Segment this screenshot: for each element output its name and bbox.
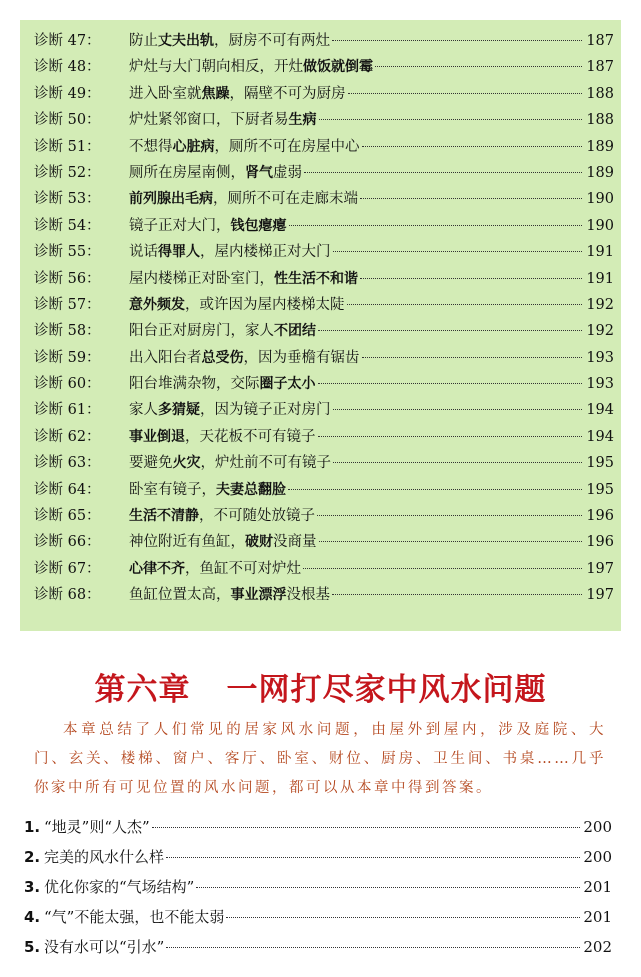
entry-label: 诊断 48： xyxy=(34,59,101,76)
entry-title xyxy=(129,186,358,212)
entry-title-emphasis: 前列腺出毛病 xyxy=(129,191,213,208)
entry-title-after: ，因为垂檐有锯齿 xyxy=(243,349,360,366)
toc-entry[interactable] xyxy=(34,239,614,265)
toc-entry[interactable] xyxy=(34,450,614,476)
entry-title-before: 厕所在房屋南侧， xyxy=(129,164,245,181)
entry-title xyxy=(129,54,373,80)
chapter-intro: 本章总结了人们常见的居家风水问题，由屋外到屋内，涉及庭院、大门、玄关、楼梯、窗户、客厅、卧室、财位、厨房、卫生间、书桌……几乎你家中所有可见位置的风水问题，都可以从本章中得到答案。 xyxy=(34,722,606,796)
section-page-number: 200 xyxy=(583,818,612,836)
section-title: “气”不能太强，也不能太弱 xyxy=(44,908,225,926)
dot-leader xyxy=(318,436,583,437)
toc-entry[interactable] xyxy=(34,266,614,292)
entry-title-emphasis: 不团结 xyxy=(274,323,316,340)
entry-title xyxy=(129,318,316,344)
entry-page-number: 194 xyxy=(586,428,614,445)
entry-title xyxy=(129,529,317,555)
dot-leader xyxy=(304,172,582,173)
dot-leader xyxy=(317,515,582,516)
entry-title-before: 要避免 xyxy=(129,455,173,472)
entry-title-emphasis: 事业漂浮 xyxy=(230,587,287,604)
entry-title xyxy=(129,160,302,186)
dot-leader xyxy=(360,198,582,199)
dot-leader xyxy=(348,93,583,94)
entry-title-after: ，不可随处放镜子 xyxy=(199,508,315,525)
entry-label: 诊断 55： xyxy=(34,244,101,261)
entry-title-before: 卧室有镜子， xyxy=(129,481,216,498)
toc-entry[interactable] xyxy=(34,134,614,160)
entry-page-number: 193 xyxy=(586,349,614,366)
entry-title xyxy=(129,239,331,265)
section-toc xyxy=(24,812,612,962)
entry-title xyxy=(129,477,286,503)
entry-title-emphasis: 得罪人 xyxy=(158,244,200,261)
entry-title-emphasis: 生病 xyxy=(288,112,317,129)
entry-title-before: 家人 xyxy=(129,402,158,419)
dot-leader xyxy=(332,40,582,41)
entry-title-after: ，屋内楼梯正对大门 xyxy=(200,244,331,261)
entry-title-emphasis: 钱包瘪瘪 xyxy=(230,217,287,234)
entry-title-after: 没根基 xyxy=(286,587,330,604)
toc-entry[interactable] xyxy=(34,28,614,54)
entry-label: 诊断 64： xyxy=(34,481,101,498)
entry-title xyxy=(129,424,316,450)
section-title: 没有水可以“引水” xyxy=(44,938,165,956)
entry-title-before: 阳台堆满杂物，交际 xyxy=(129,376,260,393)
entry-page-number: 190 xyxy=(586,191,614,208)
entry-page-number: 188 xyxy=(586,85,614,102)
entry-label: 诊断 57： xyxy=(34,296,101,313)
section-number: 4. xyxy=(24,908,41,926)
toc-entry[interactable] xyxy=(34,397,614,423)
entry-title xyxy=(129,450,331,476)
entry-title-emphasis: 生活不清静 xyxy=(129,508,199,525)
chapter-number: 第六章 xyxy=(94,672,191,708)
dot-leader xyxy=(319,119,583,120)
entry-label: 诊断 68： xyxy=(34,587,101,604)
entry-page-number: 191 xyxy=(586,244,614,261)
dot-leader xyxy=(332,594,582,595)
entry-title-before: 出入阳台者 xyxy=(129,349,202,366)
entry-label: 诊断 49： xyxy=(34,85,101,102)
entry-label: 诊断 54： xyxy=(34,217,101,234)
toc-entry[interactable] xyxy=(24,932,612,962)
entry-title-after: ，炉灶前不可有镜子 xyxy=(200,455,331,472)
toc-entry[interactable] xyxy=(24,842,612,872)
entry-label: 诊断 53： xyxy=(34,191,101,208)
dot-leader xyxy=(362,146,583,147)
toc-entry[interactable] xyxy=(34,318,614,344)
entry-title-before: 说话 xyxy=(129,244,158,261)
entry-page-number: 197 xyxy=(586,587,614,604)
entry-title-before: 不想得 xyxy=(129,138,173,155)
entry-title-emphasis: 性生活不和谐 xyxy=(274,270,358,287)
section-page-number: 200 xyxy=(583,848,612,866)
section-number: 1. xyxy=(24,818,41,836)
entry-label: 诊断 56： xyxy=(34,270,101,287)
entry-title xyxy=(129,28,330,54)
toc-entry[interactable] xyxy=(34,107,614,133)
entry-title xyxy=(129,371,316,397)
entry-title-emphasis: 心律不齐 xyxy=(129,560,185,577)
entry-page-number: 189 xyxy=(586,164,614,181)
section-number: 3. xyxy=(24,878,41,896)
entry-title-after: ，隔壁不可为厨房 xyxy=(229,85,346,102)
toc-entry[interactable] xyxy=(34,292,614,318)
entry-title-emphasis: 圈子太小 xyxy=(259,376,316,393)
entry-page-number: 197 xyxy=(586,560,614,577)
toc-entry[interactable] xyxy=(34,345,614,371)
entry-title xyxy=(129,292,345,318)
chapter-title: 一网打尽家中风水问题 xyxy=(226,672,547,708)
entry-label: 诊断 65： xyxy=(34,508,101,525)
dot-leader xyxy=(303,568,582,569)
entry-page-number: 196 xyxy=(586,534,614,551)
dot-leader xyxy=(362,357,583,358)
entry-title-emphasis: 破财 xyxy=(245,534,273,551)
toc-entry[interactable] xyxy=(34,529,614,555)
entry-page-number: 194 xyxy=(586,402,614,419)
entry-label: 诊断 58： xyxy=(34,323,101,340)
entry-page-number: 191 xyxy=(586,270,614,287)
section-number: 5. xyxy=(24,938,41,956)
toc-entry[interactable] xyxy=(34,81,614,107)
entry-label: 诊断 61： xyxy=(34,402,101,419)
toc-entry[interactable] xyxy=(34,213,614,239)
entry-title-emphasis: 事业倒退 xyxy=(129,428,185,445)
dot-leader xyxy=(375,66,582,67)
entry-label: 诊断 63： xyxy=(34,455,101,472)
dot-leader xyxy=(318,383,583,384)
section-title: “地灵”则“人杰” xyxy=(44,818,150,836)
entry-title xyxy=(129,107,317,133)
toc-entry[interactable] xyxy=(34,556,614,582)
entry-title-before: 鱼缸位置太高， xyxy=(129,587,231,604)
entry-page-number: 188 xyxy=(586,112,614,129)
entry-page-number: 190 xyxy=(586,217,614,234)
entry-title xyxy=(129,556,301,582)
dot-leader xyxy=(333,409,583,410)
entry-page-number: 192 xyxy=(586,323,614,340)
entry-title xyxy=(129,134,360,160)
entry-title xyxy=(129,503,315,529)
entry-title-emphasis: 多猜疑 xyxy=(158,402,200,419)
dot-leader xyxy=(226,917,580,918)
dot-leader xyxy=(166,857,580,858)
entry-title-before: 防止 xyxy=(129,33,158,49)
entry-title-before: 炉灶与大门朝向相反，开灶 xyxy=(129,59,303,76)
entry-title xyxy=(129,213,287,239)
entry-title-after: ，厕所不可在房屋中心 xyxy=(214,138,360,155)
entry-title-before: 神位附近有鱼缸， xyxy=(129,534,245,551)
dot-leader xyxy=(288,489,582,490)
section-title: 优化你家的“气场结构” xyxy=(44,878,195,896)
toc-entry[interactable] xyxy=(34,54,614,80)
entry-page-number: 195 xyxy=(586,481,614,498)
toc-entry[interactable] xyxy=(24,872,612,902)
entry-label: 诊断 66： xyxy=(34,534,101,551)
entry-title-before: 阳台正对厨房门，家人 xyxy=(129,323,274,340)
entry-title-after: ，或许因为屋内楼梯太陡 xyxy=(185,296,345,313)
section-page-number: 201 xyxy=(583,878,612,896)
section-title: 完美的风水什么样 xyxy=(44,848,165,866)
entry-title xyxy=(129,81,346,107)
entry-page-number: 192 xyxy=(586,296,614,313)
entry-page-number: 189 xyxy=(586,138,614,155)
section-page-number: 201 xyxy=(583,908,612,926)
entry-page-number: 196 xyxy=(586,508,614,525)
entry-title-emphasis: 夫妻总翻脸 xyxy=(216,481,286,498)
dot-leader xyxy=(318,330,582,331)
toc-entry[interactable] xyxy=(34,186,614,212)
dot-leader xyxy=(319,541,583,542)
toc-entry[interactable] xyxy=(34,582,614,608)
entry-title-after: ，鱼缸不可对炉灶 xyxy=(185,560,301,577)
entry-label: 诊断 52： xyxy=(34,164,101,181)
entry-title-emphasis: 心脏病 xyxy=(172,138,215,155)
toc-entry[interactable] xyxy=(34,503,614,529)
entry-label: 诊断 62： xyxy=(34,428,101,445)
entry-title-emphasis: 做饭就倒霉 xyxy=(303,59,373,76)
toc-entry[interactable] xyxy=(34,477,614,503)
entry-label: 诊断 47： xyxy=(34,33,101,49)
entry-title-emphasis: 火灾 xyxy=(172,455,201,472)
entry-label: 诊断 51： xyxy=(34,138,101,155)
entry-title-emphasis: 丈夫出轨 xyxy=(158,33,214,49)
entry-title-emphasis: 肾气 xyxy=(245,164,273,181)
entry-label: 诊断 67： xyxy=(34,560,101,577)
entry-title-emphasis: 意外频发 xyxy=(129,296,185,313)
section-page-number: 202 xyxy=(583,938,612,956)
dot-leader xyxy=(347,304,583,305)
entry-page-number: 195 xyxy=(586,455,614,472)
dot-leader xyxy=(333,251,583,252)
entry-page-number: 187 xyxy=(586,59,614,76)
dot-leader xyxy=(289,225,583,226)
toc-entry[interactable] xyxy=(34,424,614,450)
entry-title xyxy=(129,266,358,292)
entry-page-number: 187 xyxy=(586,33,614,49)
toc-entry[interactable] xyxy=(34,371,614,397)
entry-title-emphasis: 总受伤 xyxy=(201,349,244,366)
toc-entry[interactable] xyxy=(24,902,612,932)
section-number: 2. xyxy=(24,848,41,866)
dot-leader xyxy=(166,947,580,948)
dot-leader xyxy=(333,462,582,463)
chapter-heading xyxy=(0,664,641,709)
entry-title-after: ，厕所不可在走廊末端 xyxy=(213,191,358,208)
entry-title-before: 进入卧室就 xyxy=(129,85,202,102)
entry-label: 诊断 59： xyxy=(34,349,101,366)
dot-leader xyxy=(152,827,580,828)
entry-title-before: 镜子正对大门， xyxy=(129,217,231,234)
entry-title-after: ，因为镜子正对房门 xyxy=(200,402,331,419)
entry-title-after: 没商量 xyxy=(273,534,317,551)
entry-label: 诊断 60： xyxy=(34,376,101,393)
entry-title-before: 屋内楼梯正对卧室门， xyxy=(129,270,274,287)
diagnosis-toc xyxy=(34,28,614,609)
toc-entry[interactable] xyxy=(34,160,614,186)
dot-leader xyxy=(196,887,580,888)
entry-title-after: ，厨房不可有两灶 xyxy=(214,33,330,49)
entry-title xyxy=(129,397,331,423)
entry-title xyxy=(129,582,330,608)
entry-title xyxy=(129,345,360,371)
dot-leader xyxy=(360,278,582,279)
entry-title-after: ，天花板不可有镜子 xyxy=(185,428,316,445)
entry-title-before: 炉灶紧邻窗口，下厨者易 xyxy=(129,112,289,129)
entry-title-emphasis: 焦躁 xyxy=(201,85,230,102)
entry-page-number: 193 xyxy=(586,376,614,393)
toc-entry[interactable] xyxy=(24,812,612,842)
entry-label: 诊断 50： xyxy=(34,112,101,129)
entry-title-after: 虚弱 xyxy=(273,164,302,181)
